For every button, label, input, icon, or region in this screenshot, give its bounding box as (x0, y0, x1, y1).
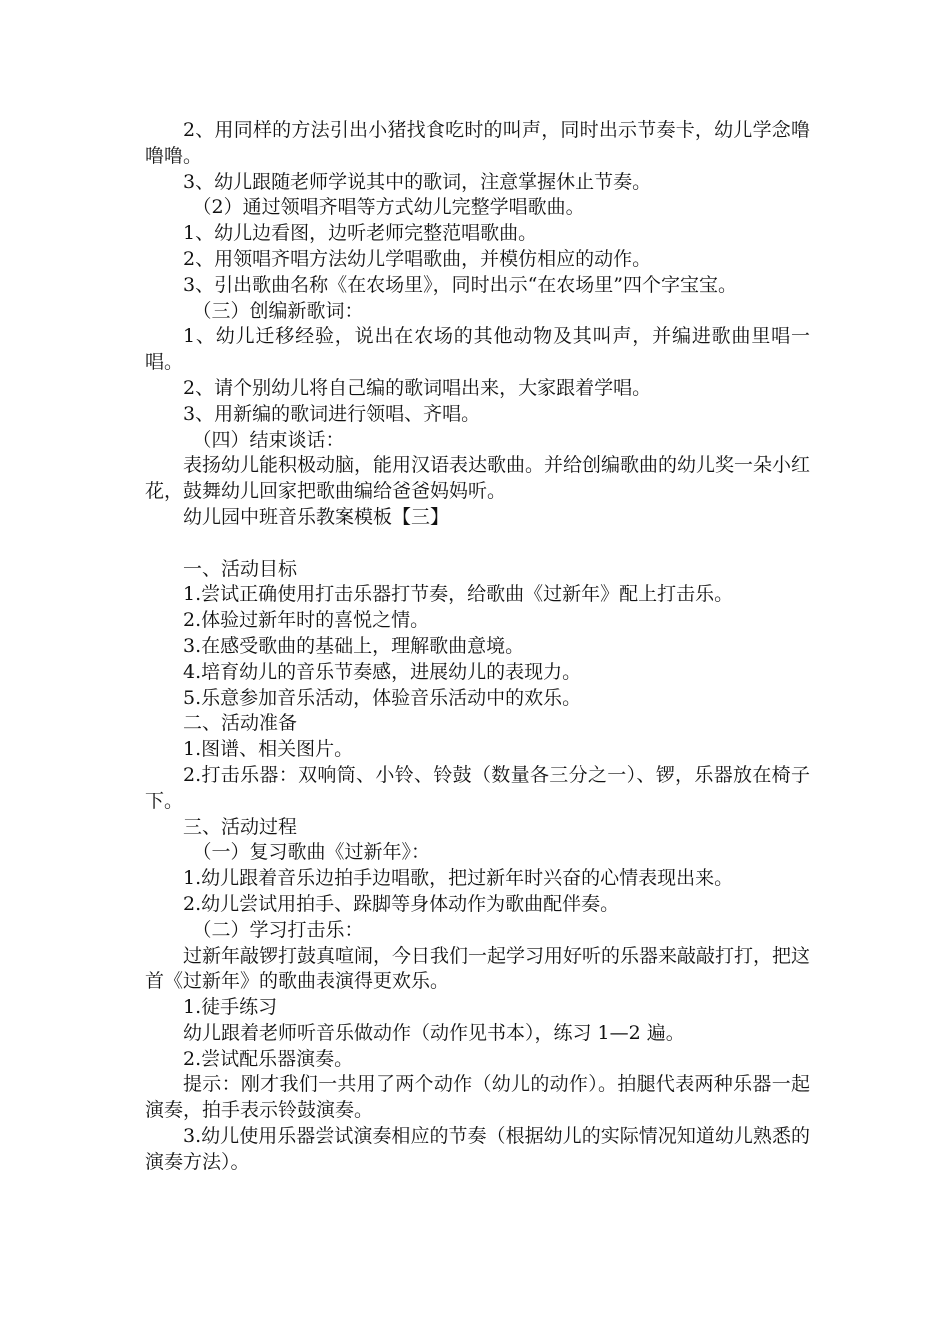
paragraph: 2.尝试配乐器演奏。 (183, 1047, 354, 1070)
section-heading: （一）复习歌曲《过新年》： (192, 841, 431, 864)
paragraph: 1.图谱、相关图片。 (183, 738, 354, 761)
paragraph: 2.打击乐器：双响筒、小铃、铃鼓（数量各三分之一）、锣，乐器放在椅子下。 (145, 763, 810, 812)
section-heading: （三）创编新歌词： (192, 299, 364, 322)
paragraph: 提示：刚才我们一共用了两个动作（幼儿的动作）。拍腿代表两种乐器一起演奏，拍手表示铃鼓演奏。 (145, 1073, 810, 1122)
section-heading: 一、活动目标 (183, 557, 298, 580)
paragraph: 过新年敲锣打鼓真喧闹，今日我们一起学习用好听的乐器来敲敲打打，把这首《过新年》的歌曲表演得更欢乐。 (145, 944, 811, 993)
document-title: 幼儿园中班音乐教案模板【三】 (183, 505, 450, 528)
paragraph: 2、用领唱齐唱方法幼儿学唱歌曲，并模仿相应的动作。 (183, 247, 652, 270)
paragraph: 3、引出歌曲名称《在农场里》，同时出示“在农场里”四个字宝宝。 (183, 273, 738, 296)
section-heading: 二、活动准备 (183, 712, 298, 735)
section-heading: （2）通过领唱齐唱等方式幼儿完整学唱歌曲。 (192, 196, 585, 219)
paragraph: 1.徒手练习 (183, 996, 278, 1019)
paragraph: 3.幼儿使用乐器尝试演奏相应的节奏（根据幼儿的实际情况知道幼儿熟悉的演奏方法）。 (145, 1125, 810, 1173)
paragraph: 1、幼儿边看图，边听老师完整范唱歌曲。 (183, 222, 538, 245)
section-heading: （四）结束谈话： (192, 428, 345, 451)
paragraph: 1、幼儿迁移经验，说出在农场的其他动物及其叫声，并编进歌曲里唱一唱。 (145, 325, 810, 374)
document-page (145, 118, 810, 1176)
paragraph: 3、幼儿跟随老师学说其中的歌词，注意掌握休止节奏。 (183, 170, 652, 193)
paragraph: 1.尝试正确使用打击乐器打节奏，给歌曲《过新年》配上打击乐。 (183, 583, 734, 606)
paragraph: 3、用新编的歌词进行领唱、齐唱。 (183, 402, 481, 425)
paragraph: 3.在感受歌曲的基础上，理解歌曲意境。 (183, 634, 525, 657)
paragraph: 2、请个别幼儿将自己编的歌词唱出来，大家跟着学唱。 (183, 376, 652, 399)
paragraph: 幼儿跟着老师听音乐做动作（动作见书本），练习 1—2 遍。 (183, 1021, 685, 1044)
paragraph: 2.幼儿尝试用拍手、跺脚等身体动作为歌曲配伴奏。 (183, 892, 620, 915)
paragraph: 2、用同样的方法引出小猪找食吃时的叫声，同时出示节奏卡，幼儿学念噜噜噜。 (145, 119, 810, 167)
blank-line (145, 531, 810, 557)
paragraph: 1.幼儿跟着音乐边拍手边唱歌，把过新年时兴奋的心情表现出来。 (183, 867, 734, 890)
section-heading: （二）学习打击乐： (192, 918, 364, 941)
section-heading: 三、活动过程 (183, 815, 298, 838)
paragraph: 5.乐意参加音乐活动，体验音乐活动中的欢乐。 (183, 686, 582, 709)
paragraph: 4.培育幼儿的音乐节奏感，进展幼儿的表现力。 (183, 660, 582, 683)
paragraph: 表扬幼儿能积极动脑，能用汉语表达歌曲。并给创编歌曲的幼儿奖一朵小红花，鼓舞幼儿回家把歌曲编给爸爸妈妈听。 (145, 454, 811, 503)
paragraph: 2.体验过新年时的喜悦之情。 (183, 609, 430, 632)
